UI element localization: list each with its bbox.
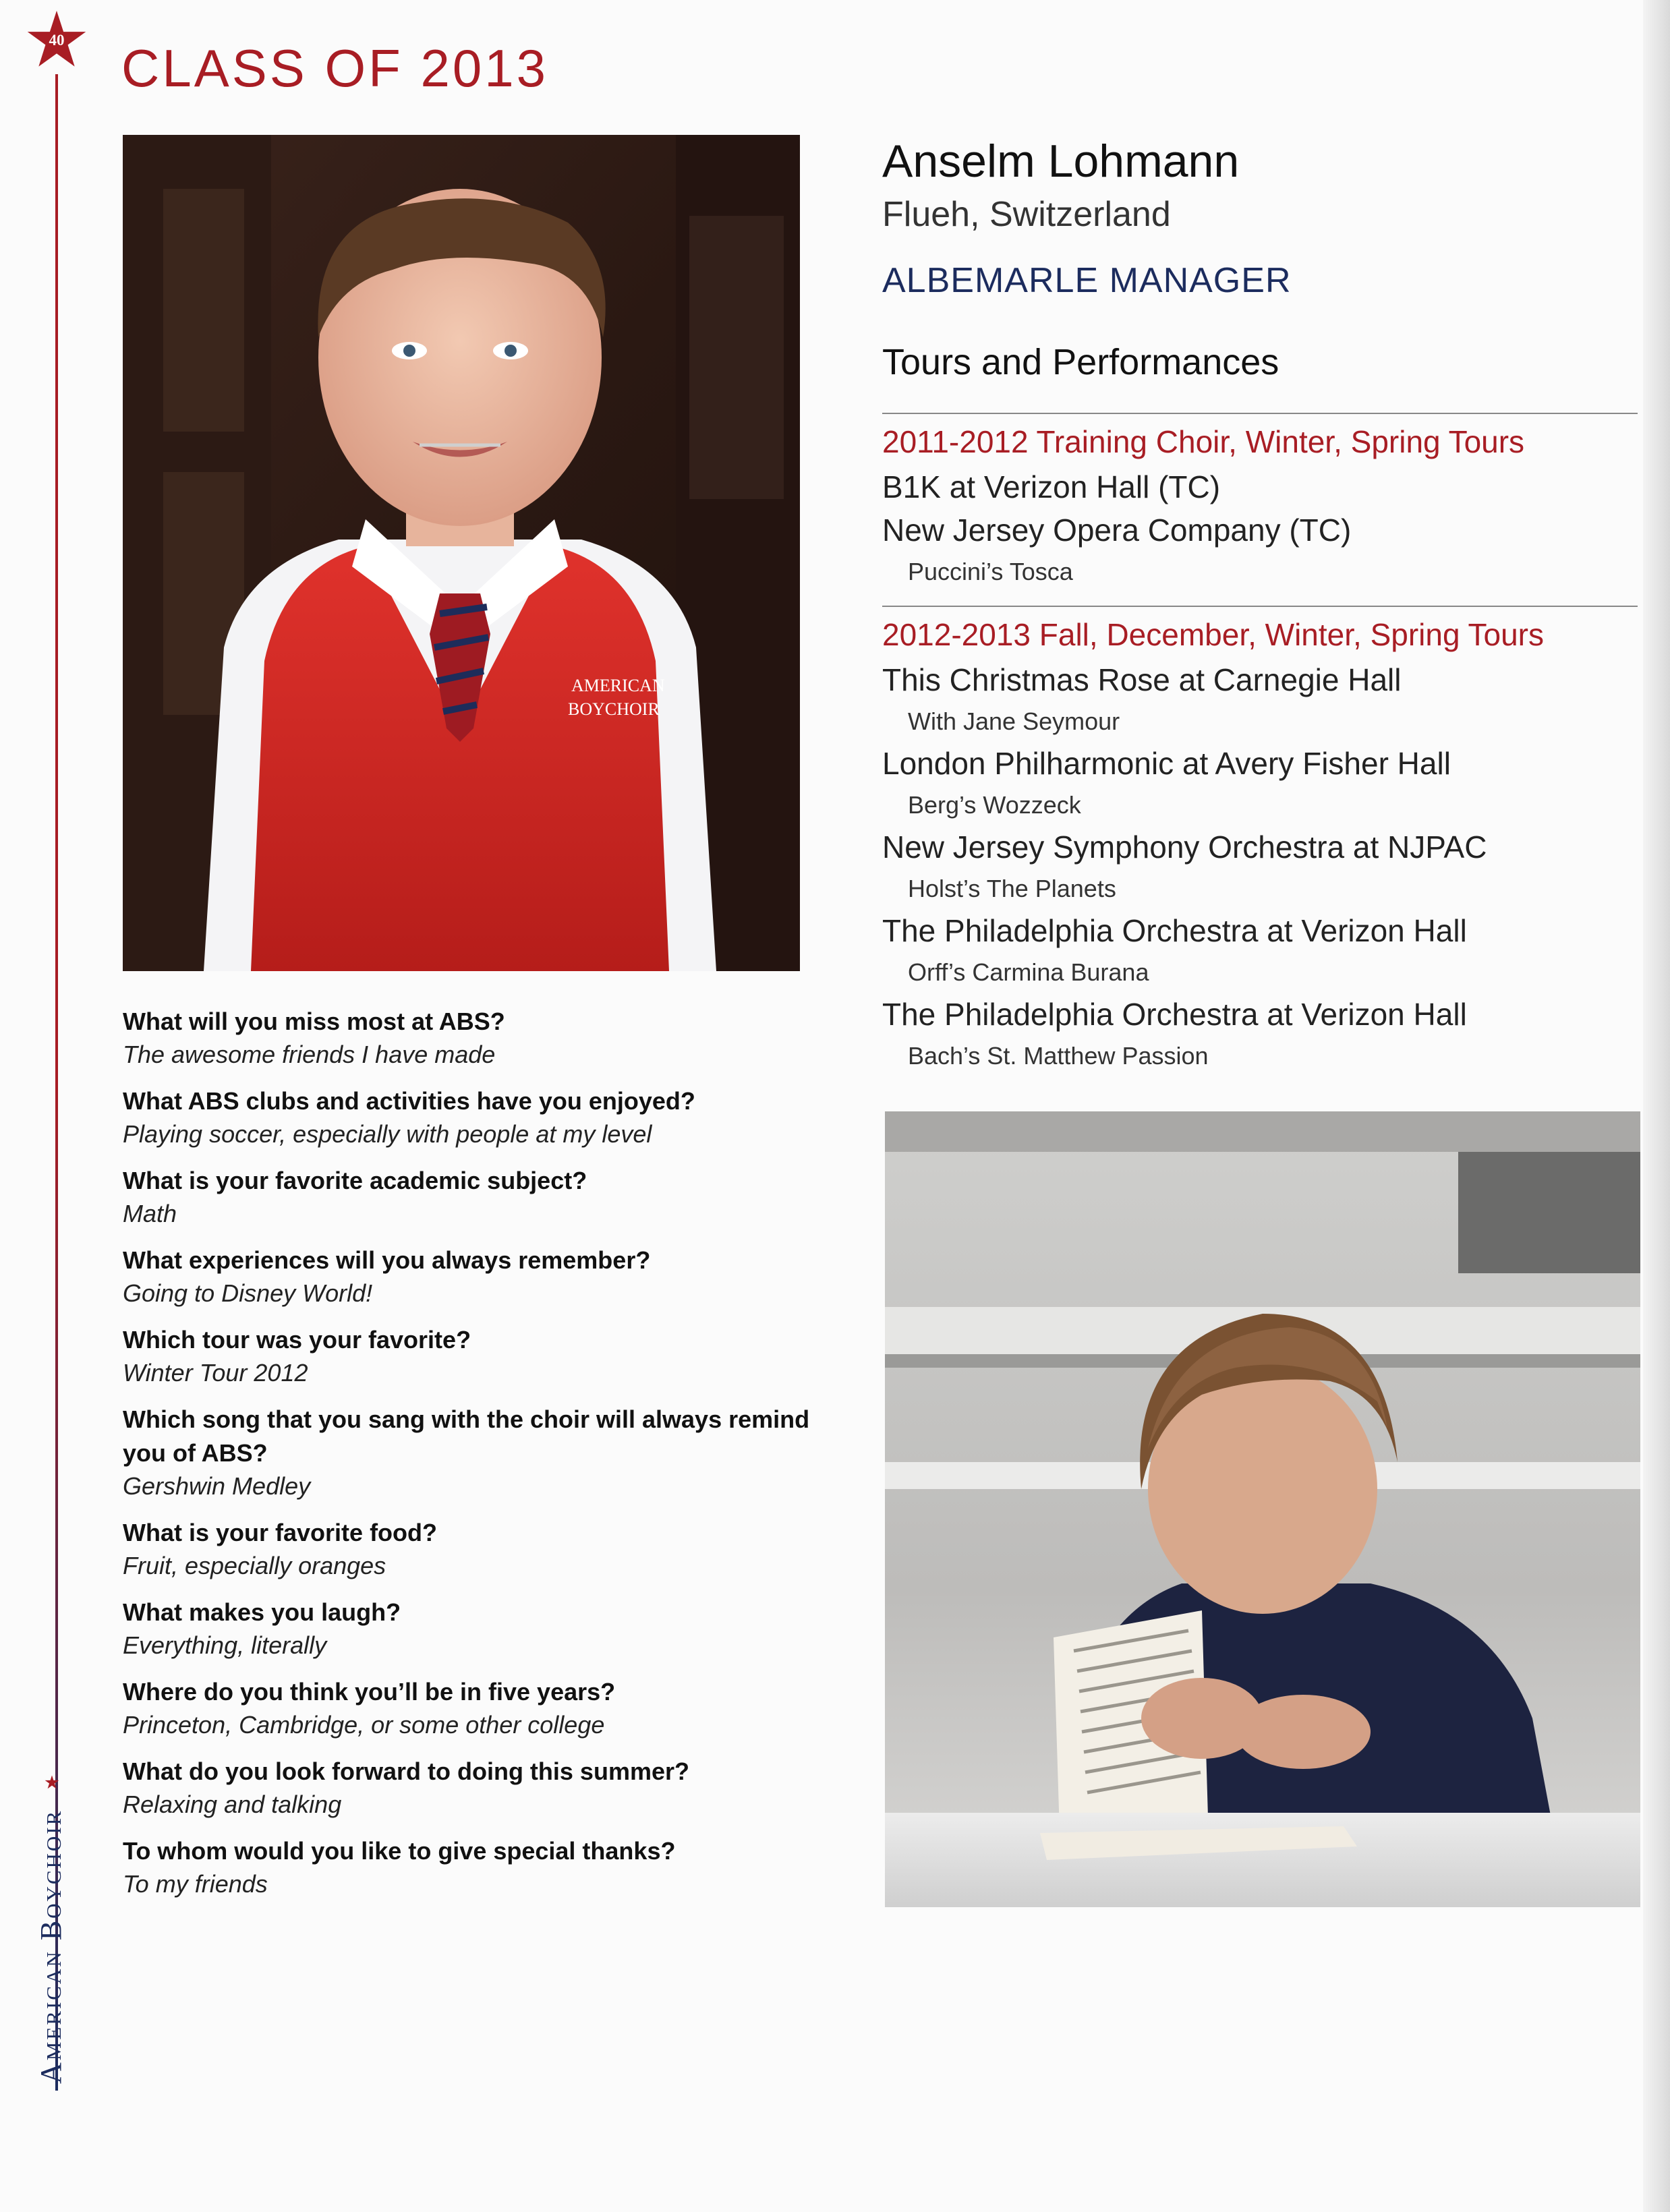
- tour-section: [882, 413, 1638, 592]
- performance-name: The Philadelphia Orchestra at Verizon Hall: [882, 997, 1467, 1032]
- vest-emblem-text: AMERICAN: [571, 676, 665, 695]
- answer: The awesome friends I have made: [123, 1041, 496, 1068]
- page-number-badge: [26, 9, 88, 71]
- question: What is your favorite food?: [123, 1519, 438, 1546]
- page-title: CLASS OF 2013: [121, 38, 548, 98]
- qa-section: [123, 1005, 824, 1914]
- page-edge-shadow: [1643, 0, 1670, 2212]
- answer: Everything, literally: [123, 1631, 327, 1659]
- question: To whom would you like to give special thanks?: [123, 1837, 676, 1865]
- qa-item: [123, 1755, 824, 1821]
- question: What ABS clubs and activities have you enjoyed?: [123, 1087, 695, 1115]
- performance-note: Holst’s The Planets: [908, 875, 1116, 902]
- tour-divider: [882, 606, 1638, 607]
- page-number: 40: [49, 32, 65, 49]
- qa-item: [123, 1834, 824, 1900]
- performance-name: London Philharmonic at Avery Fisher Hall: [882, 746, 1451, 781]
- question: What do you look forward to doing this summer?: [123, 1757, 689, 1785]
- qa-item: [123, 1596, 824, 1662]
- hometown: Flueh, Switzerland: [882, 195, 1171, 234]
- question: What is your favorite academic subject?: [123, 1167, 587, 1194]
- answer: To my friends: [123, 1870, 268, 1898]
- answer: Princeton, Cambridge, or some other college: [123, 1711, 605, 1739]
- performance-name: New Jersey Opera Company (TC): [882, 513, 1352, 548]
- portrait-photo: [123, 135, 800, 971]
- answer: Going to Disney World!: [123, 1279, 373, 1307]
- question: Which tour was your favorite?: [123, 1326, 471, 1354]
- question: Where do you think you’ll be in five years?: [123, 1678, 616, 1706]
- reading-photo: [885, 1111, 1640, 1907]
- qa-item: [123, 1323, 824, 1389]
- tour-section: [882, 606, 1638, 1076]
- qa-item: [123, 1005, 824, 1071]
- qa-item: [123, 1675, 824, 1741]
- performance-name: New Jersey Symphony Orchestra at NJPAC: [882, 830, 1487, 865]
- performance-name: B1K at Verizon Hall (TC): [882, 469, 1221, 504]
- small-star-icon: [45, 1775, 59, 1790]
- performance-name: The Philadelphia Orchestra at Verizon Hall: [882, 913, 1467, 948]
- answer: Winter Tour 2012: [123, 1359, 308, 1387]
- vest-emblem-text: BOYCHOIR: [568, 699, 660, 719]
- question: What experiences will you always remember?: [123, 1246, 651, 1274]
- performance-note: Bach’s St. Matthew Passion: [908, 1042, 1209, 1070]
- question: Which song that you sang with the choir will always remind you of ABS?: [123, 1405, 810, 1467]
- performance-note: Puccini’s Tosca: [908, 558, 1073, 585]
- answer: Fruit, especially oranges: [123, 1552, 386, 1579]
- performance-note: Orff’s Carmina Burana: [908, 958, 1149, 986]
- tours-heading: Tours and Performances: [882, 342, 1279, 382]
- tour-title: 2012-2013 Fall, December, Winter, Spring Tours: [882, 617, 1544, 652]
- student-name: Anselm Lohmann: [882, 136, 1240, 187]
- qa-item: [123, 1084, 824, 1151]
- brand-wordmark: American Boychoir: [34, 1809, 67, 2084]
- answer: Math: [123, 1200, 177, 1227]
- tour-divider: [882, 413, 1638, 414]
- answer: Relaxing and talking: [123, 1791, 342, 1818]
- question: What will you miss most at ABS?: [123, 1008, 505, 1035]
- tour-title: 2011-2012 Training Choir, Winter, Spring Tours: [882, 424, 1525, 459]
- answer: Gershwin Medley: [123, 1472, 311, 1500]
- qa-item: [123, 1516, 824, 1582]
- qa-item: [123, 1164, 824, 1230]
- performance-name: This Christmas Rose at Carnegie Hall: [882, 662, 1402, 697]
- student-role: ALBEMARLE MANAGER: [882, 261, 1292, 300]
- qa-item: [123, 1403, 824, 1503]
- performance-note: With Jane Seymour: [908, 707, 1120, 735]
- qa-item: [123, 1244, 824, 1310]
- answer: Playing soccer, especially with people at my level: [123, 1120, 652, 1148]
- question: What makes you laugh?: [123, 1598, 401, 1626]
- performance-note: Berg’s Wozzeck: [908, 791, 1081, 819]
